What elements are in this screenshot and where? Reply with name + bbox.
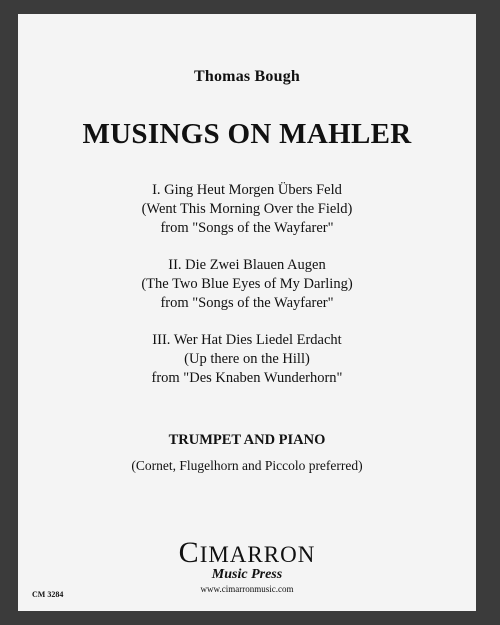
movement-item	[18, 331, 476, 388]
movement-translation: (The Two Blue Eyes of My Darling)	[141, 276, 353, 292]
instrumentation-note: (Cornet, Flugelhorn and Piccolo preferred)	[131, 458, 363, 473]
publisher-name-rest: IMARRON	[199, 542, 316, 567]
instrumentation: TRUMPET AND PIANO	[168, 432, 326, 448]
composer-name: Thomas Bough	[194, 68, 300, 85]
publisher-logo	[18, 536, 476, 594]
movement-translation: (Up there on the Hill)	[184, 351, 310, 367]
sheet-music-cover	[18, 14, 476, 611]
publisher-url: www.cimarronmusic.com	[200, 584, 294, 594]
work-title: MUSINGS ON MAHLER	[82, 118, 412, 150]
movement-list	[18, 181, 476, 406]
movement-source: from "Songs of the Wayfarer"	[160, 220, 334, 236]
movement-title: III. Wer Hat Dies Liedel Erdacht	[152, 332, 342, 348]
movement-source: from "Songs of the Wayfarer"	[160, 295, 334, 311]
catalog-number: CM 3284	[32, 590, 64, 599]
publisher-subtitle: Music Press	[211, 567, 283, 582]
movement-source: from "Des Knaben Wunderhorn"	[151, 370, 343, 386]
publisher-initial: C	[178, 536, 200, 569]
movement-item	[18, 181, 476, 238]
movement-title: I. Ging Heut Morgen Übers Feld	[152, 182, 342, 198]
movement-title: II. Die Zwei Blauen Augen	[168, 257, 326, 273]
publisher-name	[178, 536, 316, 569]
movement-item	[18, 256, 476, 313]
movement-translation: (Went This Morning Over the Field)	[141, 201, 353, 217]
